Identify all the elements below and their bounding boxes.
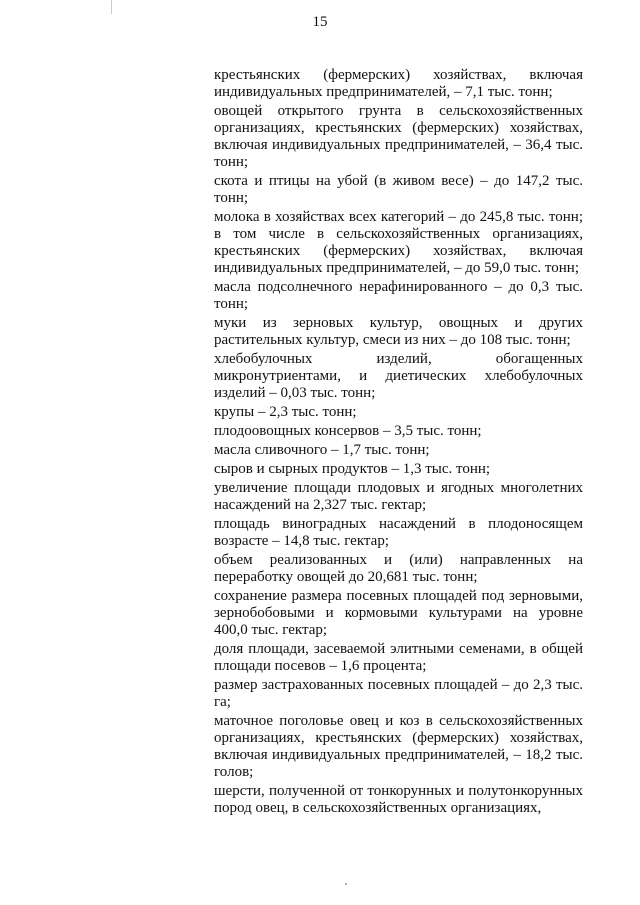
paragraph: доля площади, засеваемой элитными семенами, в общей площади посевов – 1,6 процента; [214, 641, 583, 674]
paragraph: сохранение размера посевных площадей под зерновыми, зернобобовыми и кормовыми культурами на уровне 400,0 тыс. гектар; [214, 588, 583, 638]
page-number: 15 [312, 14, 328, 30]
paragraph: молока в хозяйствах всех категорий – до 245,8 тыс. тонн; в том числе в сельскохозяйственных организациях, крестьянских (фермерских) хозяйствах, включая индивидуальных предпринимателей, – до 59,0 тыс. тонн; [214, 209, 583, 276]
paragraph: размер застрахованных посевных площадей – до 2,3 тыс. га; [214, 677, 583, 710]
paragraph: масла сливочного – 1,7 тыс. тонн; [214, 442, 430, 458]
paragraph: площадь виноградных насаждений в плодоносящем возрасте – 14,8 тыс. гектар; [214, 516, 583, 549]
paragraph: шерсти, полученной от тонкорунных и полутонкорунных пород овец, в сельскохозяйственных организациях, [214, 783, 583, 816]
paragraph: масла подсолнечного нерафинированного – до 0,3 тыс. тонн; [214, 279, 583, 312]
paragraph: овощей открытого грунта в сельскохозяйственных организациях, крестьянских (фермерских) хозяйствах, включая индивидуальных предпринимателей, – 36,4 тыс. тонн; [214, 103, 583, 170]
paragraph: маточное поголовье овец и коз в сельскохозяйственных организациях, крестьянских (фермерских) хозяйствах, включая индивидуальных предпринимателей, – 18,2 тыс. голов; [214, 713, 583, 780]
paragraph: сыров и сырных продуктов – 1,3 тыс. тонн; [214, 461, 491, 477]
paragraph: объем реализованных и (или) направленных на переработку овощей до 20,681 тыс. тонн; [214, 552, 583, 585]
paragraph: крупы – 2,3 тыс. тонн; [214, 404, 357, 420]
paragraph: увеличение площади плодовых и ягодных многолетних насаждений на 2,327 тыс. гектар; [214, 480, 583, 513]
scan-margin-mark [111, 0, 112, 14]
paragraph: скота и птицы на убой (в живом весе) – до 147,2 тыс. тонн; [214, 173, 583, 206]
paragraph: хлебобулочных изделий, обогащенных микронутриентами, и диетических хлебобулочных изделий – 0,03 тыс. тонн; [214, 351, 583, 401]
paragraph: плодоовощных консервов – 3,5 тыс. тонн; [214, 423, 482, 439]
scan-speck [345, 883, 347, 885]
paragraph: муки из зерновых культур, овощных и других растительных культур, смеси из них – до 108 тыс. тонн; [214, 315, 583, 348]
paragraph: крестьянских (фермерских) хозяйствах, включая индивидуальных предпринимателей, – 7,1 тыс. тонн; [214, 67, 583, 100]
document-body [214, 67, 583, 819]
